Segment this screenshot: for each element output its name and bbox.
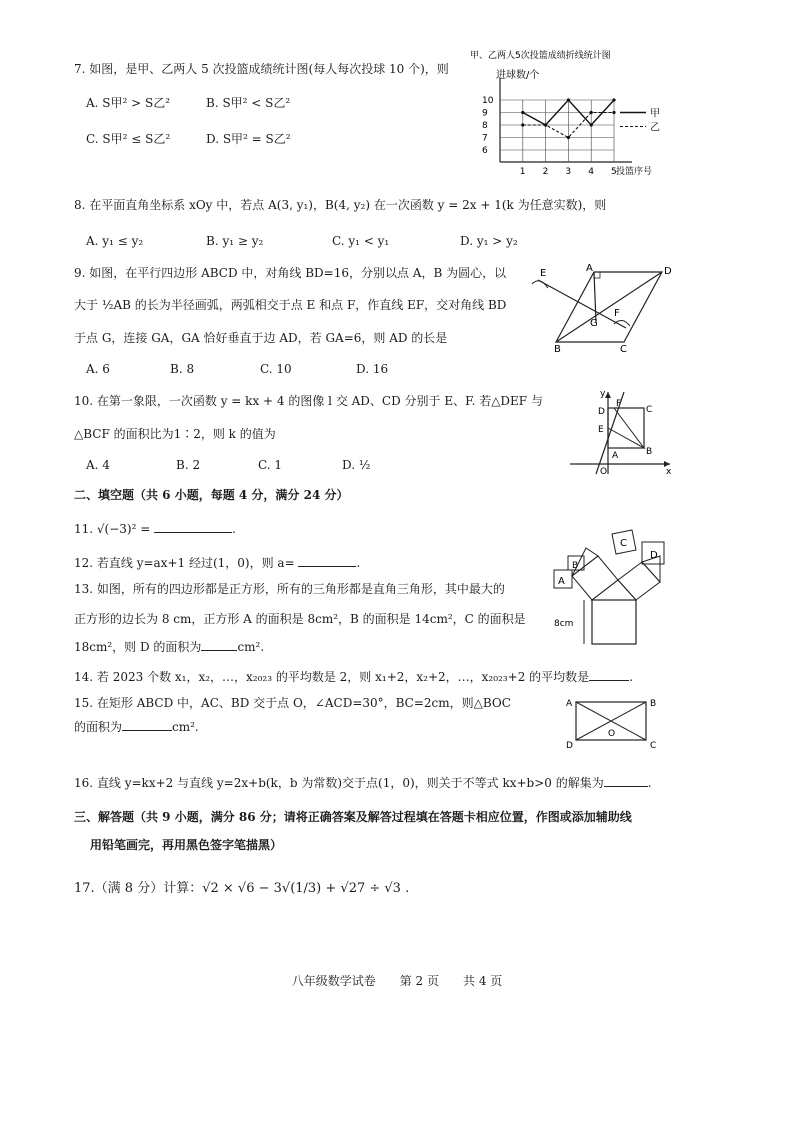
q16-text: 16. 直线 y=kx+2 与直线 y=2x+b(k，b 为常数)交于点(1，0)，则关于不等式 kx+b>0 的解集为: [74, 776, 604, 790]
q7-option-b: B. S甲² < S乙²: [206, 96, 291, 110]
q9-label-c: C: [620, 344, 627, 354]
q10-line1: 10. 在第一象限，一次函数 y = kx + 4 的图像 l 交 AD、CD 分别于 E、F. 若△DEF 与: [74, 394, 543, 408]
q13-label-b: B: [572, 561, 579, 571]
chart-x-tick-label: 3: [565, 167, 572, 177]
q13-line2: 正方形的边长为 8 cm，正方形 A 的面积是 8cm²，B 的面积是 14cm²，C 的面积是: [74, 612, 526, 626]
page-footer: 八年级数学试卷 第 2 页 共 4 页: [291, 974, 503, 988]
q13-answer-blank: [201, 638, 237, 651]
q10-label-e: E: [598, 425, 604, 435]
chart-x-tick-label: 1: [519, 167, 526, 177]
q15-label-d: D: [566, 741, 573, 750]
q9-option-b: B. 8: [170, 362, 195, 376]
chart-y-tick-label: 10: [482, 96, 494, 106]
chart-point: [544, 123, 547, 126]
q9-label-a: A: [586, 263, 593, 274]
q13-label-d: D: [650, 550, 658, 561]
q10-label-a: A: [612, 451, 619, 461]
chart-x-tick-label: 2: [542, 167, 549, 177]
chart-y-axis-label: 进球数/个: [496, 70, 540, 81]
q10-option-a: A. 4: [86, 458, 110, 472]
section-2-heading: 二、填空题（共 6 小题，每题 4 分，满分 24 分）: [74, 488, 349, 502]
q10-label-b: B: [646, 447, 653, 457]
q13-line1: 13. 如图，所有的四边形都是正方形，所有的三角形都是直角三角形，其中最大的: [74, 582, 505, 596]
q9-line3: 于点 G，连接 GA，GA 恰好垂直于边 AD，若 GA=6，则 AD 的长是: [74, 331, 448, 345]
q15-label-c: C: [650, 741, 657, 750]
q14-end: .: [629, 670, 634, 684]
chart-x-tick-label: 4: [588, 167, 594, 177]
q16-end: .: [647, 776, 652, 790]
q12-stem: 12. 若直线 y=ax+1 经过(1，0)，则 a= .: [74, 556, 361, 570]
q9-label-g: G: [590, 318, 598, 329]
q9-line2: 大于 ½AB 的长为半径画弧，两弧相交于点 E 和点 F，作直线 EF，交对角线 BD: [74, 298, 507, 312]
q10-coordinate-figure: [566, 386, 676, 478]
q14-answer-blank: [589, 668, 629, 681]
q15-answer-blank: [122, 718, 172, 731]
q8-stem: 8. 在平面直角坐标系 xOy 中，若点 A(3, y₁)，B(4, y₂) 在一次函数 y = 2x + 1(k 为任意实数)，则: [74, 198, 607, 212]
q13-label-c: C: [620, 538, 627, 549]
q13-line3: [74, 638, 264, 656]
chart-point: [521, 123, 524, 126]
chart-y-tick-label: 8: [482, 121, 488, 131]
q11-text: 11. √(−3)² =: [74, 522, 155, 536]
q9-option-d: D. 16: [356, 362, 389, 376]
q10-label-f: F: [616, 399, 622, 409]
q10-line2: △BCF 的面积比为1∶2，则 k 的值为: [74, 427, 276, 441]
q15-label-b: B: [650, 699, 657, 709]
q16-stem: [74, 774, 652, 792]
chart-point: [521, 111, 524, 114]
q13-label-a: A: [558, 576, 565, 587]
q9-parallelogram-figure: [526, 262, 676, 354]
chart-legend-label: 乙: [650, 122, 660, 134]
q15-line2: [74, 718, 199, 736]
q15-line1: 15. 在矩形 ABCD 中，AC、BD 交于点 O，∠ACD=30°，BC=2cm，则△BOC: [74, 696, 511, 710]
q9-line1: 9. 如图，在平行四边形 ABCD 中，对角线 BD=16，分别以点 A，B 为圆心，以: [74, 266, 507, 280]
q17-stem: 17.（满 8 分）计算：√2 × √6 − 3√(1/3) + √27 ÷ √3 .: [74, 881, 410, 896]
q13-line3-text: 18cm²，则 D 的面积为: [74, 640, 202, 654]
q14-stem: [74, 668, 633, 686]
chart-x-axis-label: 投篮序号: [616, 167, 653, 177]
q7-option-d: D. S甲² = S乙²: [206, 132, 291, 146]
q15-label-o: O: [608, 729, 616, 739]
q15-line2-text: 的面积为: [74, 720, 123, 734]
chart-point: [590, 111, 593, 114]
section-3-heading-line2: 用铅笔画完，再用黑色签字笔描黑）: [90, 838, 283, 852]
q8-option-c: C. y₁ < y₁: [332, 234, 390, 248]
q9-label-b: B: [554, 344, 561, 354]
q10-option-b: B. 2: [176, 458, 201, 472]
q13-line3-unit: cm².: [237, 640, 265, 654]
q7-option-c: C. S甲² ≤ S乙²: [86, 132, 171, 146]
q8-option-b: B. y₁ ≥ y₂: [206, 234, 264, 248]
q11-answer-blank: [154, 520, 232, 533]
q7-line-chart: [466, 48, 676, 180]
chart-y-tick-label: 7: [482, 133, 488, 144]
q9-option-c: C. 10: [260, 362, 292, 376]
chart-point: [567, 98, 570, 101]
chart-y-tick-label: 9: [482, 108, 488, 119]
q9-label-e: E: [540, 268, 547, 279]
q9-label-d: D: [664, 266, 672, 277]
q9-label-f: F: [614, 308, 620, 319]
chart-point: [612, 98, 615, 101]
q13-squares-figure: [548, 526, 678, 650]
chart-point: [612, 111, 615, 114]
q12-answer-blank: [298, 554, 356, 567]
q16-answer-blank: [604, 774, 648, 787]
q15-label-a: A: [566, 699, 573, 709]
chart-y-tick-label: 6: [482, 146, 488, 156]
chart-point: [590, 123, 593, 126]
q10-label-y: y: [600, 389, 606, 399]
q10-option-c: C. 1: [258, 458, 283, 472]
q15-rectangle-figure: [564, 696, 660, 750]
q9-option-a: A. 6: [86, 362, 110, 376]
q14-text: 14. 若 2023 个数 x₁，x₂，…，x₂₀₂₃ 的平均数是 2，则 x₁+2，x₂+2，…，x₂₀₂₃+2 的平均数是: [74, 670, 590, 684]
chart-legend-label: 甲: [650, 108, 660, 120]
q7-option-a: A. S甲² > S乙²: [86, 96, 171, 110]
section-3-heading-line1: 三、解答题（共 9 小题，满分 86 分；请将正确答案及解答过程填在答题卡相应位置，作图或添加辅助线: [74, 810, 632, 824]
chart-point: [567, 136, 570, 139]
q7-stem: 7. 如图，是甲、乙两人 5 次投篮成绩统计图(每人每次投球 10 个)，则: [74, 62, 449, 76]
q10-label-d: D: [598, 407, 605, 417]
q10-label-c: C: [646, 405, 653, 415]
q13-label-size: 8cm: [554, 619, 574, 629]
q8-option-d: D. y₁ > y₂: [460, 234, 518, 248]
q11-stem: 11. √(−3)² = .: [74, 522, 236, 536]
q12-text: 12. 若直线 y=ax+1 经过(1，0)，则 a=: [74, 556, 299, 570]
chart-title: 甲、乙两人5次投篮成绩折线统计图: [470, 51, 611, 61]
chart-x-tick-label: 5: [611, 167, 617, 177]
q8-option-a: A. y₁ ≤ y₂: [86, 234, 144, 248]
q10-label-x: x: [666, 467, 672, 477]
q15-line2-unit: cm².: [172, 720, 199, 734]
q10-option-d: D. ½: [342, 458, 371, 472]
q10-label-o: O: [600, 467, 608, 477]
